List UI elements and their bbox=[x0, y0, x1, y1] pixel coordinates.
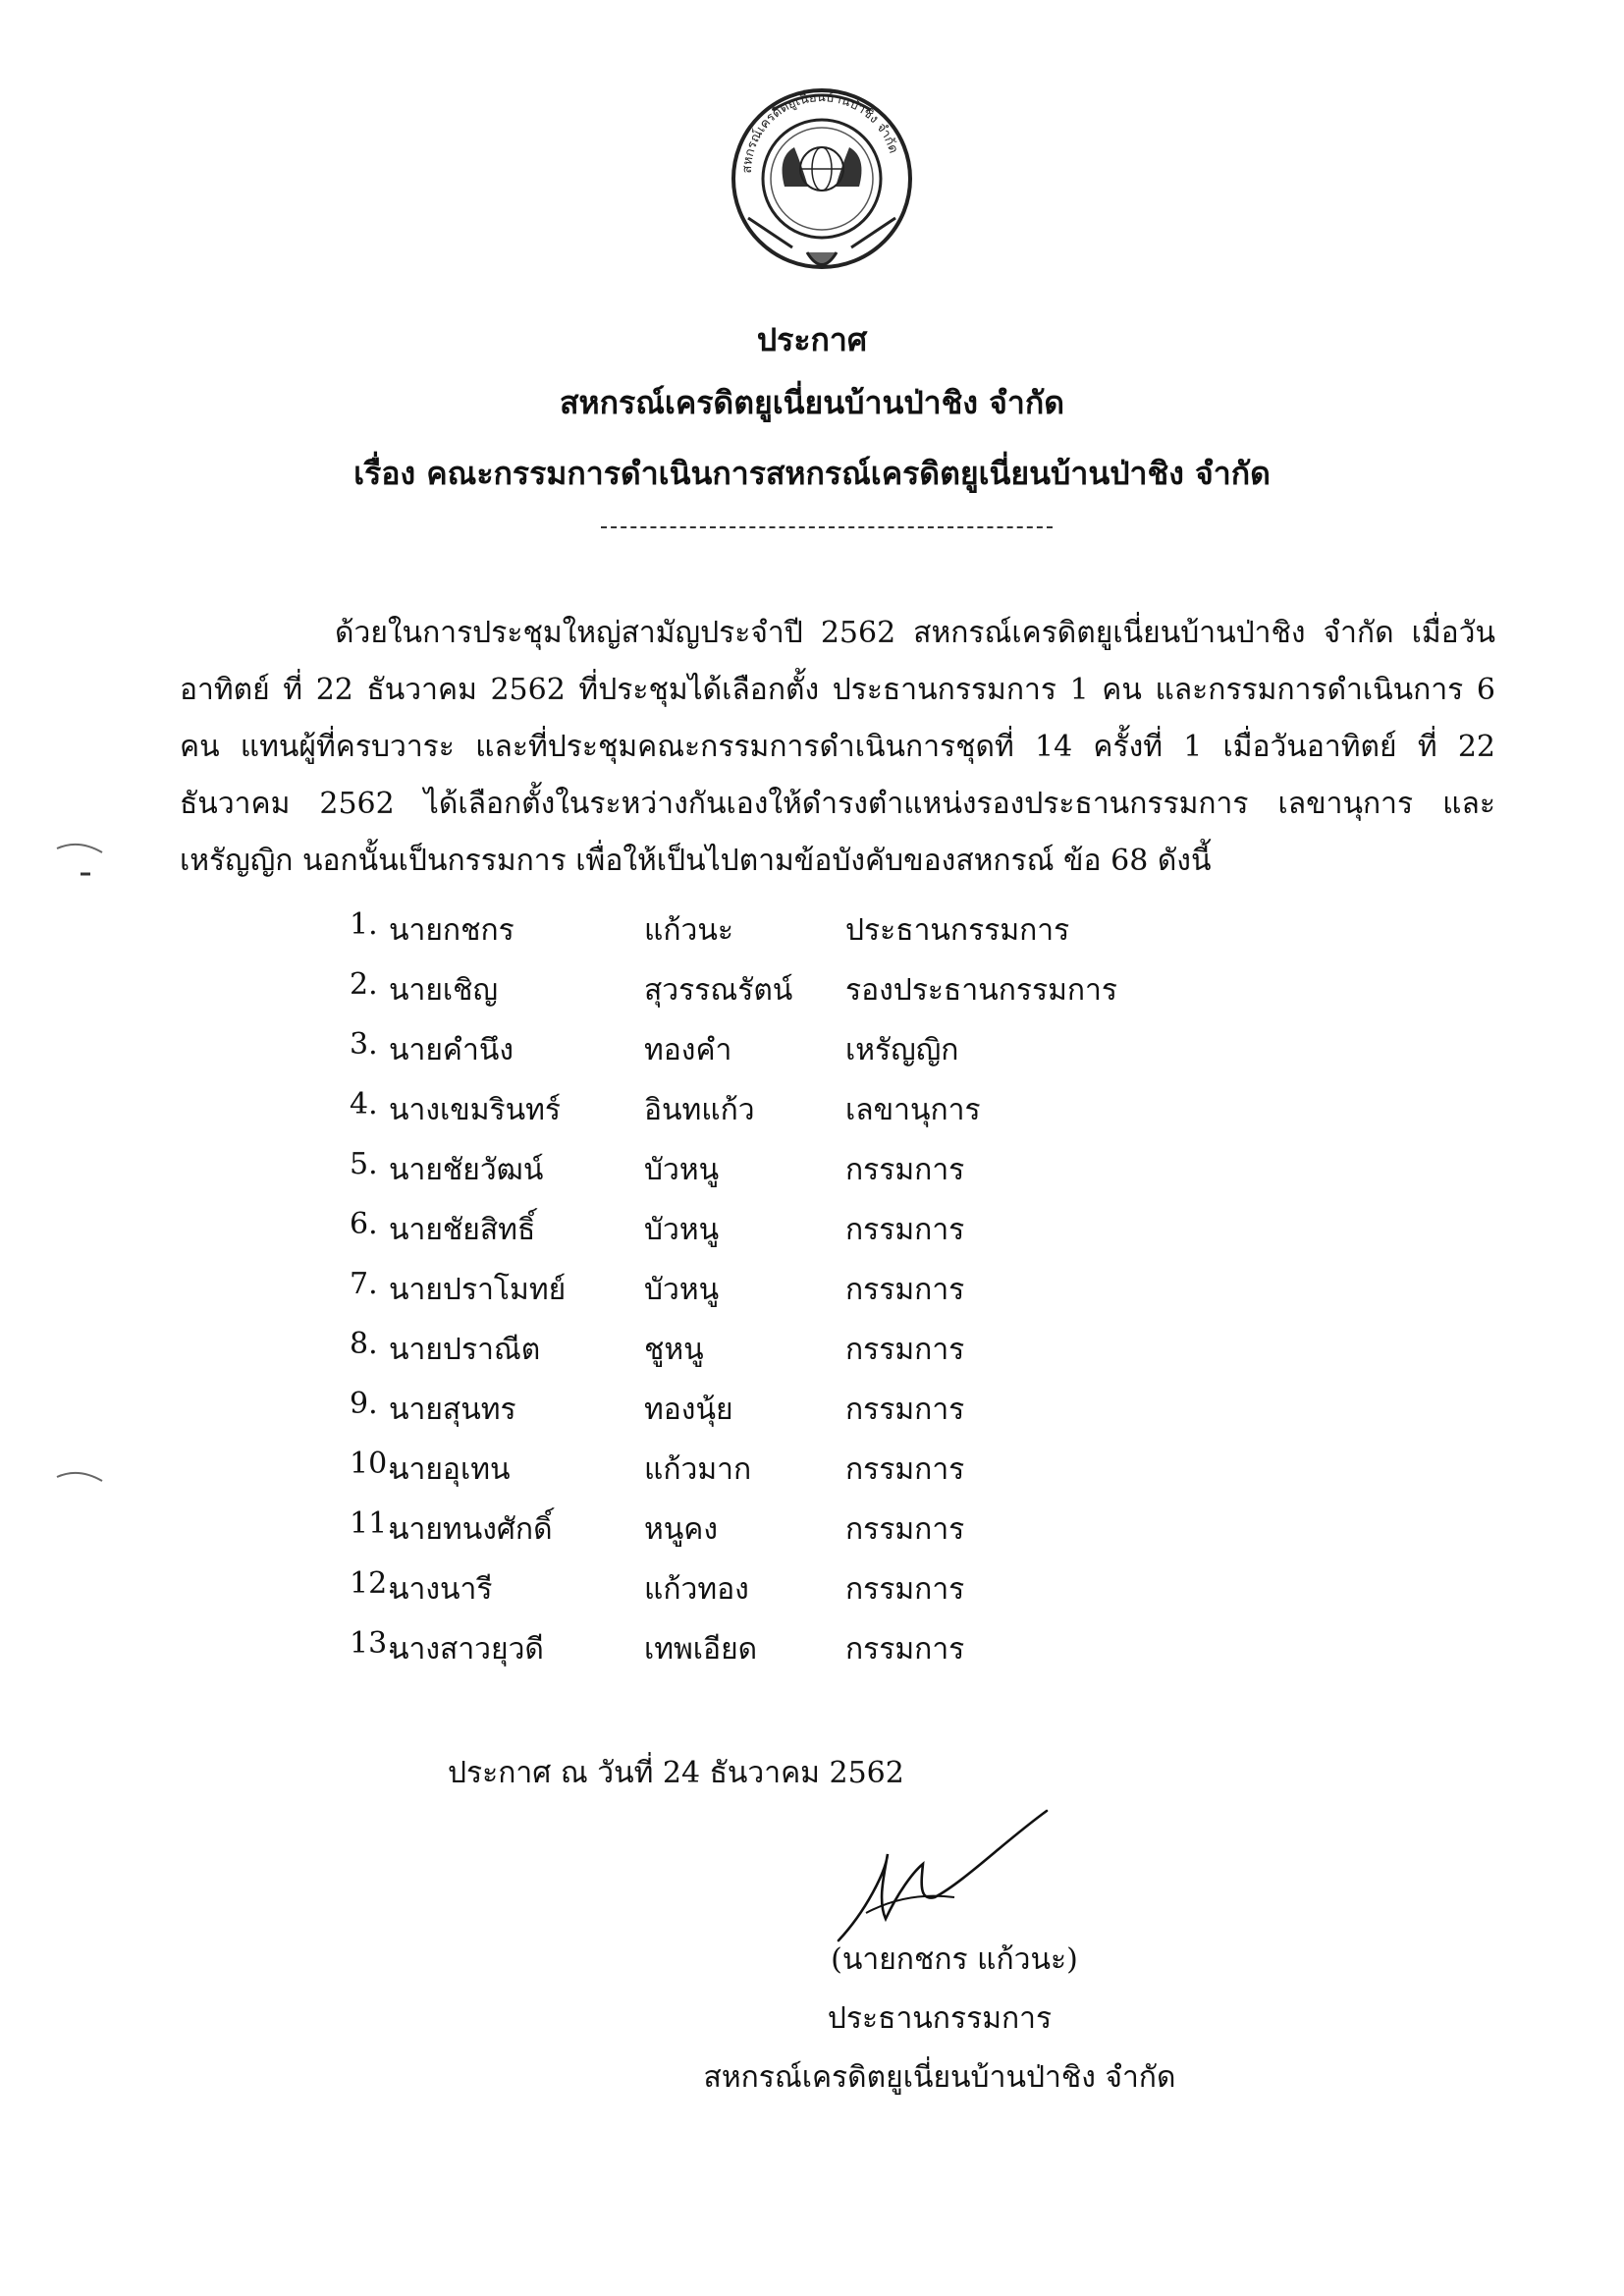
announcement-body bbox=[180, 605, 1495, 890]
announcement-title: ประกาศ bbox=[756, 321, 868, 358]
member-last-name: บัวหนู bbox=[644, 1213, 720, 1247]
member-last-name: แก้วทอง bbox=[644, 1572, 749, 1607]
member-position: เหรัญญิก bbox=[845, 1033, 959, 1067]
scan-mark bbox=[51, 1463, 110, 1493]
member-position: กรรมการ bbox=[845, 1572, 965, 1607]
member-position: กรรมการ bbox=[845, 1333, 965, 1367]
signatory-title: ประธานกรรมการ bbox=[827, 2001, 1053, 2036]
member-first-name: นายชัยสิทธิ์ bbox=[389, 1213, 536, 1247]
member-first-name: นายเชิญ bbox=[389, 973, 499, 1008]
member-first-name: นายคำนึง bbox=[389, 1033, 514, 1067]
member-last-name: ทองคำ bbox=[644, 1033, 732, 1067]
member-first-name: นายทนงศักดิ์ bbox=[389, 1512, 553, 1547]
cooperative-seal-logo bbox=[714, 71, 930, 297]
scan-mark bbox=[51, 835, 110, 884]
organization-name: สหกรณ์เครดิตยูเนี่ยนบ้านป่าชิง จำกัด bbox=[560, 384, 1064, 421]
member-position: กรรมการ bbox=[845, 1273, 965, 1307]
member-last-name: หนูคง bbox=[644, 1512, 718, 1547]
announcement-date: ประกาศ ณ วันที่ 24 ธันวาคม 2562 bbox=[448, 1756, 904, 1790]
member-first-name: นายปราโมทย์ bbox=[389, 1273, 567, 1307]
member-number: 3. bbox=[350, 1027, 378, 1062]
member-position: กรรมการ bbox=[845, 1153, 965, 1187]
member-last-name: ทองนุ้ย bbox=[644, 1393, 733, 1427]
member-position: กรรมการ bbox=[845, 1213, 965, 1247]
member-number: 12. bbox=[350, 1566, 397, 1601]
member-number: 1. bbox=[350, 907, 378, 942]
member-position: เลขานุการ bbox=[845, 1093, 981, 1127]
member-first-name: นายชัยวัฒน์ bbox=[389, 1153, 544, 1187]
member-number: 6. bbox=[350, 1207, 378, 1241]
member-first-name: นายสุนทร bbox=[389, 1393, 516, 1427]
member-position: กรรมการ bbox=[845, 1632, 965, 1667]
announcement-subject: เรื่อง คณะกรรมการดำเนินการสหกรณ์เครดิตยูเนี่ยนบ้านป่าชิง จำกัด bbox=[353, 455, 1271, 492]
member-last-name: อินทแก้ว bbox=[644, 1093, 755, 1127]
member-first-name: นายอุเทน bbox=[389, 1452, 511, 1487]
member-last-name: บัวหนู bbox=[644, 1273, 720, 1307]
body-paragraph: ด้วยในการประชุมใหญ่สามัญประจำปี 2562 สหกรณ์เครดิตยูเนี่ยนบ้านป่าชิง จำกัด เมื่อวันอาทิตย์ ที่ 22 ธันวาคม 2562 ที่ประชุมได้เลือกตั้ง ประธานกรรมการ 1 คน และกรรมการดำเนินการ 6 คน แทนผู้ที่ครบวาระ และที่ประชุมคณะกรรมการดำเนินการชุดที่ 14 ครั้งที่ 1 เมื่อวันอาทิตย์ ที่ 22 ธันวาคม 2562 ได้เลือกตั้งในระหว่างกันเองให้ดำรงตำแหน่งรองประธานกรรมการ เลขานุการ และเหรัญญิก นอกนั้นเป็นกรรมการ เพื่อให้เป็นไปตามข้อบังคับของสหกรณ์ ข้อ 68 ดังนี้ bbox=[180, 616, 1495, 878]
member-last-name: แก้วมาก bbox=[644, 1452, 752, 1487]
member-first-name: นางสาวยุวดี bbox=[389, 1632, 544, 1667]
member-number: 7. bbox=[350, 1267, 378, 1301]
member-last-name: สุวรรณรัตน์ bbox=[644, 973, 793, 1008]
member-first-name: นายปราณีต bbox=[389, 1333, 541, 1367]
member-number: 5. bbox=[350, 1147, 378, 1181]
signatory-name: (นายกชกร แก้วนะ) bbox=[831, 1942, 1078, 1977]
member-number: 2. bbox=[350, 967, 378, 1002]
member-position: กรรมการ bbox=[845, 1452, 965, 1487]
signatory-organization: สหกรณ์เครดิตยูเนี่ยนบ้านป่าชิง จำกัด bbox=[703, 2060, 1176, 2095]
handwritten-signature bbox=[827, 1803, 1053, 1950]
member-position: ประธานกรรมการ bbox=[845, 913, 1070, 948]
member-position: กรรมการ bbox=[845, 1393, 965, 1427]
member-number: 9. bbox=[350, 1387, 378, 1421]
member-number: 8. bbox=[350, 1327, 378, 1361]
member-position: กรรมการ bbox=[845, 1512, 965, 1547]
member-last-name: ชูหนู bbox=[644, 1333, 704, 1367]
member-last-name: บัวหนู bbox=[644, 1153, 720, 1187]
member-position: รองประธานกรรมการ bbox=[845, 973, 1118, 1008]
member-number: 4. bbox=[350, 1087, 378, 1121]
member-number: 10. bbox=[350, 1447, 397, 1481]
member-number: 11. bbox=[350, 1506, 397, 1541]
header-divider bbox=[601, 526, 1053, 528]
member-first-name: นางเขมรินทร์ bbox=[389, 1093, 562, 1127]
member-last-name: แก้วนะ bbox=[644, 913, 733, 948]
member-number: 13. bbox=[350, 1626, 397, 1661]
member-last-name: เทพเอียด bbox=[644, 1632, 758, 1667]
seal-ring-text: สหกรณ์เครดิตยูเนี่ยนบ้านป่าชิง จำกัด bbox=[739, 90, 901, 174]
member-first-name: นายกชกร bbox=[389, 913, 514, 948]
member-first-name: นางนารี bbox=[389, 1572, 493, 1607]
